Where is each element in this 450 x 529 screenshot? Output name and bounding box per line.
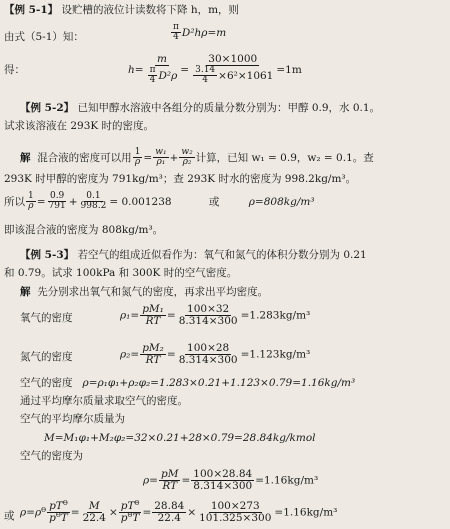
air-density-line: 空气的密度 ρ=ρ₁φ₁+ρ₂φ₂=1.283×0.21+1.123×0.79=1.16kg/m³ [20, 377, 356, 389]
equation-h: h= m $\frac{\pi}{4}$ D²ρ = 30×1000 $\frac{3.14}{4}$ ×6²×1061 =1m [128, 53, 302, 86]
from-formula-line: 由式（5-1）知： [4, 31, 84, 43]
standard-state-equation: $\rho=\rho^\Theta$ $pT^\Theta$ $p^\Theta T$ = $\frac{M}{22.4}$ × $pT^\Theta$ $p^\Theta T$ = $\frac{28.84}{22.4}$ × $\frac{100\times 273}{101.325\times 300}$ =1.16kg/m³ [20, 500, 338, 525]
air-density-equation: ρ= $\frac{pM}{RT}$ = $\frac{100\times 28.84}{8.314\times 300}$ =1.16kg/m³ [143, 468, 319, 493]
calculation-line: 所以 $\frac{1}{\rho}$ = $\frac{0.9}{791}$ + $\frac{0.1}{998.2}$ = 0.001238 或 ρ=808kg/m³ [4, 191, 315, 212]
example-5-2-solution-line: 解 混合液的密度可以用 $\frac{1}{\rho}$ = $\frac{\text{w₁}}{\text{ρ₁}}$ + $\frac{\text{w₂}}{\text{ρ₂}}$ 计算，已知 w₁ = 0.9，w₂ = 0.1。查 [20, 147, 374, 168]
oxygen-density-equation: ρ₁= $\frac{\text{pM₁}}{RT}$ = $\frac{100\times 32}{8.314\times 300}$ =1.283kg/m³ [120, 303, 311, 328]
alternative-method-line: 通过平均摩尔质量求取空气的密度。 [20, 395, 188, 407]
nitrogen-density-label: 氮气的密度 [20, 351, 73, 363]
density-lookup-line: 293K 时甲醇的密度为 791kg/m³；查 293K 时水的密度为 998.2kg/m³。 [4, 173, 357, 185]
example-5-2-conclusion: 即该混合液的密度为 808kg/m³。 [4, 224, 164, 236]
nitrogen-density-equation: ρ₂= $\frac{\text{pM₂}}{RT}$ = $\frac{100\times 28}{8.314\times 300}$ =1.123kg/m³ [120, 342, 311, 367]
air-density-label: 空气的密度为 [20, 450, 83, 462]
example-5-3-question: 和 0.79。试求 100kPa 和 300K 时的空气密度。 [4, 267, 238, 279]
example-5-1-heading: 【例 5-1】 设贮槽的液位计读数将下降 h，m，则 [4, 4, 240, 16]
molar-mass-equation: M=M₁φ₁+M₂φ₂=32×0.21+28×0.79=28.84kg/kmol [44, 432, 316, 444]
molar-mass-label: 空气的平均摩尔质量为 [20, 413, 125, 425]
example-5-2-heading: 【例 5-2】 已知甲醇水溶液中各组分的质量分数分别为：甲醇 0.9，水 0.1。 [20, 102, 381, 114]
example-5-2-question: 试求该溶液在 293K 时的密度。 [4, 120, 155, 132]
example-5-3-heading: 【例 5-3】 若空气的组成近似看作为：氧气和氮气的体积分数分别为 0.21 [20, 249, 367, 261]
or-label: 或 [4, 510, 15, 522]
get-label: 得： [4, 64, 25, 76]
oxygen-density-label: 氧气的密度 [20, 312, 73, 324]
equation-volume: $\frac{\pi}{4}$ D²hρ=m [173, 22, 227, 43]
example-5-3-solution: 解 先分别求出氧气和氮气的密度，再求出平均密度。 [20, 286, 269, 298]
